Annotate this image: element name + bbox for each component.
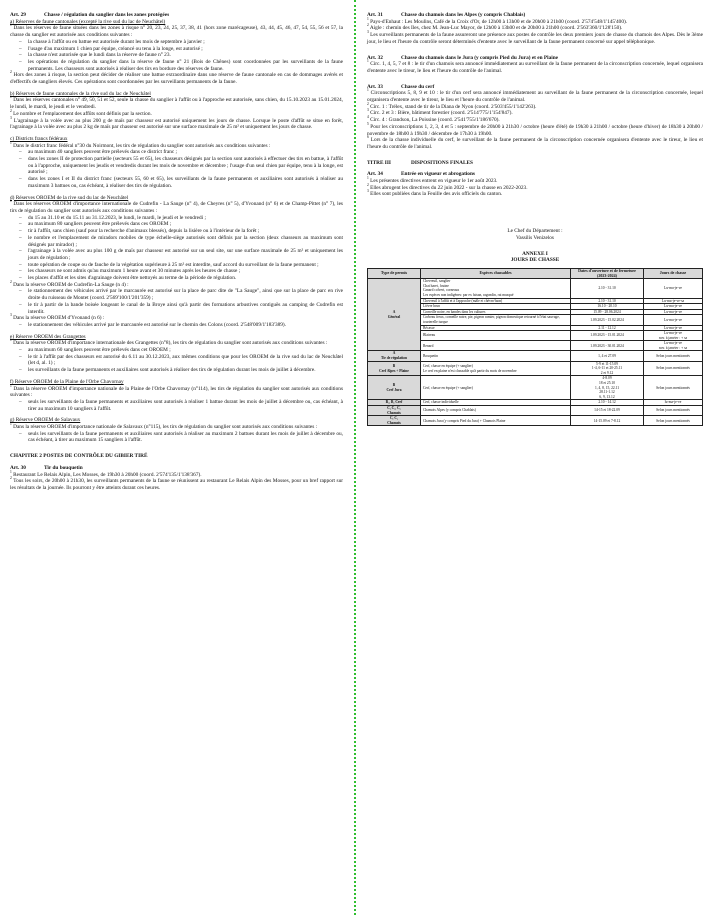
paragraph: $^5$ Pour les circonscriptions 1, 2, 3, 4 et 5 : septembre de 20h00 à 21h30 / octobre (heure d'été) de 19h30 à 21h00 / octobre (heure d'hiver) de 18h30 à 20h00 / novembre de 18h00 à 19h30 / décembre de 17h30 à 19h00. xyxy=(367,122,703,137)
cell-days: Selon jours mentionnés xyxy=(644,406,703,416)
paragraph: $^1$ Les présentes directives entrent en vigueur le 1er août 2023. xyxy=(367,176,498,185)
list-item: – le stationnement des véhicules arrivé par le marcaurée est autorisé sur la place de parc dite de "La Sauge", ainsi que sur la place de parc en rive droite du ruisseau de Montet (coord. 2'569'100/1'201'359) ; xyxy=(28,288,343,301)
cell-days: Selon jours mentionnés xyxy=(644,361,703,376)
cell-dates: 4-8.09 18 et 25.10 1, 4, 8, 15, 22.11 28.11-1.12 6, 9, 13.12 xyxy=(571,376,644,400)
cell-days: lu-ma-je-ve xyxy=(644,400,703,406)
list-item: – au maximum 60 sangliers peuvent être prélevés dans cet OROEM ; xyxy=(28,347,343,354)
paragraph: $^1$ Dans le district franc fédéral n°30 du Noirmont, les tirs de régulation du sanglier sont autorisés aux conditions suivantes : xyxy=(10,140,271,149)
hunting-days-table xyxy=(367,268,703,426)
paragraph: $^1$ Dans la réserve OROEM d'importance nationale de Salavaux (n°115), les tirs de régulation du sanglier sont autorisés aux conditions suivantes : xyxy=(10,422,318,431)
paragraph: $^1$ Dans la réserve OROEM d'importance internationale des Grangettes (n°8), les tirs de régulation du sanglier sont autorisés aux conditions suivantes : xyxy=(10,338,328,347)
paragraph: $^2$ Elles abrogent les directives du 22 juin 2022 - sur la chasse en 2022-2023. xyxy=(367,183,528,191)
paragraph: $^3$ Les surveillants permanents de la faune assureront une présence aux postes de contrôle les deux premiers jours de chasse du chamois des Alpes. Dès le 3ème jour, le lieu et l'heure du contrôle seront déterminés d'entente avec le surveillant de la faune permanent concerné sur appel téléphonique. xyxy=(367,30,703,45)
list-item: – seuls les surveillants de la faune permanents et auxiliaires sont autorisés à réaliser 1 battue durant les mois de juillet à décembre ou, cas échéant, à tirer au maximum 10 sangliers à l'affût. xyxy=(28,399,343,412)
cell-species: Blaireau xyxy=(421,331,571,341)
paragraph: $^2$ Circ. 1 : Trélex, stand de tir de la Diana de Nyon (coord. 2'503'455/1'142'263). xyxy=(367,101,537,110)
list xyxy=(10,399,343,412)
cell-dates: 1, 4 et 27.09 xyxy=(571,351,644,361)
cell-dates: 2.10 - 31.10 xyxy=(571,298,644,304)
cell-days: Lu-ma-je-ve xyxy=(644,309,703,315)
cell-days: Lu-ma-je-ve xyxy=(644,325,703,331)
paragraph: $^1$ Restaurant Le Relais Alpin, Les Mosses, de 19h30 à 20h00 (coord. 2'574'135/1'138'367). xyxy=(10,469,202,478)
cell-days: Lu-ma-je-ve-sa xyxy=(644,298,703,304)
table-row xyxy=(368,351,703,361)
cell-species: Cerf, chasse en équipe (+ sanglier) Le cerf en plaine n'est chassable qu'à partir du mois de novembre xyxy=(421,361,571,376)
cell-species: Chamois Jura (y compris Pied du Jura) + Chamois Plaine xyxy=(421,416,571,426)
cell-species: Bouquetin xyxy=(421,351,571,361)
paragraph: $^1$ Circonscriptions 5, 8, 9 et 10 : le tir d'un cerf sera annoncé immédiatement au surveillant de la faune permanent de la circonscription concernée, lequel organisera d'entente avec le tireur, le lieu et l'heure du contrôle de l'animal. xyxy=(367,88,703,104)
cell-days: Selon jours mentionnés xyxy=(644,351,703,361)
cell-dates: 1.09.2023 - 30.01.2024 xyxy=(571,341,644,351)
paragraph: $^1$ Dans la réserve OROEM d'importance nationale de la Plaine de l'Orbe Chavornay (n°114), les tirs de régulation du sanglier sont autorisés aux conditions suivantes : xyxy=(10,383,344,399)
section-d-heading: d) Réserves OROEM de la rive sud du lac de Neuchâtel xyxy=(10,194,129,201)
list xyxy=(10,215,343,282)
header-type: Type de permis xyxy=(368,268,421,278)
cell-days: Lu-ma-je-ve xyxy=(644,304,703,310)
cell-permit-type: B₁, B₂ Cerf xyxy=(368,400,421,406)
table-row xyxy=(368,406,703,416)
cell-dates: 2.11 - 12.12 xyxy=(571,325,644,331)
list-item: – les places d'affût et les sites d'agrainage doivent être nettoyés au terme de la période de régulation. xyxy=(28,275,343,282)
annex-title: ANNEXE I xyxy=(522,250,548,257)
cell-species: Lièvre brun xyxy=(421,304,571,310)
list-item: – au maximum 40 sangliers peuvent être prélevés dans ce district franc ; xyxy=(28,149,343,156)
paragraph: $^2$ Aigle : chemin des Iles, chez M. Jean-Luc Mayor, de 12h00 à 13h00 et de 20h00 à 21h00 (coord. 2'563'360/1'128'150). xyxy=(367,23,623,32)
cell-days: Lu-ma-je-ve xyxy=(644,279,703,298)
cell-dates: 5-9 et 11-15.09 1-4, 6-11 et 20-25.11 2 et 9.12 xyxy=(571,361,644,376)
list-item: – la chasse n'est autorisée que le lundi dans la réserve de faune n° 23. xyxy=(28,52,343,59)
header-species: Espèces chassables xyxy=(421,268,571,278)
list-item: – dans les zones I et II du district franc (secteurs 55, 60 et 65), les surveillants de la faune permanents et auxiliaires sont autorisés à réaliser au maximum 3 battues ou, cas échéant, à réaliser des tirs de régulation. xyxy=(28,176,343,189)
table-row xyxy=(368,279,703,298)
signature-role: Le Chef du Département : xyxy=(507,228,563,235)
article-33-heading: Art. 33 Chasse du cerf xyxy=(367,83,435,90)
paragraph: $^3$ Dans la réserve OROEM d'Yvonand (n 6) : xyxy=(10,313,105,322)
list xyxy=(10,39,343,73)
cell-permit-type: A Tir de régulation xyxy=(368,351,421,361)
list-item: – le nombre et l'emplacement de miradors mobiles de type échelle-siège autorisés sont définis par la section (deux chasseurs au maximum sont désignés par mirador) ; xyxy=(28,235,343,248)
paragraph: $^2$ Hors des zones à risque, la section peut décider de réaliser une battue extraordinaire dans une réserve de faune cantonale en cas de dommages avérés et d'effectifs de sangliers élevés. Ces opérations sont coordonnées par les surveillants permanents de la faune. xyxy=(10,70,343,86)
article-29-heading: Art. 29 Chasse / régulation du sanglier dans les zones protégées xyxy=(10,12,170,18)
list-item: – dans les zones II de protection partielle (secteurs 55 et 65), les chasseurs désignés par la section sont autorisés à effectuer des tirs en battue, à l'affût ou à l'approche, uniquement les jeudis et vendredis durant les mois de novembre et décembre ; l'usage d'un seul chien par équipe, tenu à la longe, est autorisé ; xyxy=(28,156,343,176)
list-item: – toute opération de coupe ou de fauche de la végétation supérieure à 25 m² est interdite, sauf accord du surveillant de la faune permanent ; xyxy=(28,262,343,269)
list-item: – la chasse à l'affût ou en battue est autorisée durant les mois de septembre à janvier ; xyxy=(28,39,343,46)
titre-3-heading: TITRE III DISPOSITIONS FINALES xyxy=(367,159,473,166)
left-column xyxy=(10,12,343,492)
right-column xyxy=(367,12,703,426)
list-item: – les surveillants de la faune permanents et auxiliaires sont autorisés à réaliser des tirs de régulation durant les mois de juillet à décembre. xyxy=(28,367,343,374)
list xyxy=(10,288,343,315)
list-item: – au maximum 80 sangliers peuvent être prélevés dans ces OROEM ; xyxy=(28,221,343,228)
table-header-row xyxy=(368,268,703,278)
list-item: – l'agrainage à la volée avec au plus 100 g de maïs par chasseur est autorisé sur un seul site, sur une surface maximale de 25 m² et uniquement les jours de régulation ; xyxy=(28,248,343,261)
article-30-heading: Art. 30 Tir du bouquetin xyxy=(10,464,83,471)
section-c-heading: c) Districts francs fédéraux xyxy=(10,135,68,142)
article-31-heading: Art. 31 Chasse du chamois dans les Alpes (y compris Chablais) xyxy=(367,12,526,18)
section-f-heading: f) Réserve OROEM de la Plaine de l'Orbe Chavornay xyxy=(10,378,124,385)
cell-species: Renard xyxy=(421,341,571,351)
list-item: – tir à l'affût, sans chien (sauf pour la recherche d'animaux blessés), depuis la lisière ou à l'intérieur de la forêt ; xyxy=(28,228,343,235)
section-a-heading: a) Réserves de faune cantonales (excepté la rive sud du lac de Neuchâtel) xyxy=(10,18,166,25)
cell-dates: 14-15 et 18-22.09 xyxy=(571,406,644,416)
paragraph: $^2$ Dans la réserve OROEM de Cudrefin-La Sauge (n 4) : xyxy=(10,279,129,288)
paragraph: $^3$ L'agrainage à la volée avec au plus 200 g de maïs par chasseur est autorisé uniquement les jours de chasse. Lorsque le poste d'affût se situe en forêt, l'agrainage à la volée avec au plus 2 kg de maïs par chasseur est autorisé sur une surface maximale de 25 m² et uniquement les jours de chasse. xyxy=(10,115,343,131)
annex-subtitle: JOURS DE CHASSE xyxy=(510,257,560,264)
list xyxy=(10,322,343,329)
cell-permit-type: B Cerf Jura xyxy=(368,376,421,400)
list xyxy=(10,149,343,189)
list-item: – l'usage d'au maximum 1 chien par équipe, créancé ou tenu à la longe, est autorisé ; xyxy=(28,46,343,53)
list-item: – le tir à partir de la bande boisée longeant le canal de la Broye ainsi qu'à partir des formations arbustives contiguës au camping de Cudrefin est interdit. xyxy=(28,302,343,315)
cell-species: Chevreuil, sanglier Chat haret, fouine Canard colvert, corneaux Les espèces non indigènes: par ex faisan, ragondin, rat musqué xyxy=(421,279,571,298)
paragraph: $^1$ Dans les réserves cantonales n° 49, 50, 51 et 52, seule la chasse du sanglier à l'affût ou à l'approche est autorisée, sans chien, du 15.10.2023 au 15.01.2024, le lundi, le mardi, le jeudi et le vendredi. xyxy=(10,95,343,111)
cell-species: Chamois Alpes (y compris Chablais) xyxy=(421,406,571,416)
cell-permit-type: C, C₂ Chamois xyxy=(368,416,421,426)
chapter-2-heading: CHAPITRE 2 POSTES DE CONTRÔLE DU GIBIER TIRÉ xyxy=(10,453,148,460)
header-dates: Dates d'ouverture et de fermeture (2023-2024) xyxy=(571,268,644,278)
table-body xyxy=(368,279,703,426)
header-days: Jours de chasse xyxy=(644,268,703,278)
article-32-heading: Art. 32 Chasse du chamois dans le Jura (y compris Pied du Jura) et en Plaine xyxy=(367,54,559,61)
cell-days: Selon jours mentionnés xyxy=(644,416,703,426)
paragraph: $^1$ Circ. 1, 4, 5, 7 et 8 : le tir d'un chamois sera annoncé immédiatement au surveillant de la faune permanent de la circonscription concernée, lequel organisera d'entente avec le tireur, le lieu et l'heure du contrôle de l'animal. xyxy=(367,59,704,74)
paragraph: $^3$ Circ. 2 et 3 : Bière, bâtiment forestier (coord. 2'514'775/1'154'847). xyxy=(367,108,513,117)
cell-species: Corneille noire, en bandes dans les cultures xyxy=(421,309,571,315)
cell-dates: 1.09.2023 - 15.01.2024 xyxy=(571,331,644,341)
cell-permit-type: C, C₁, C₂ Chamois xyxy=(368,406,421,416)
cell-permit-type: A Général xyxy=(368,279,421,351)
signature-name: Vassilis Venizelos xyxy=(515,234,554,241)
cell-days: Lu-ma-je-ve xyxy=(644,315,703,325)
cell-dates: 14-15.09 et 7-8.12 xyxy=(571,416,644,426)
section-g-heading: g) Réserve OROEM de Salavaux xyxy=(10,417,81,424)
cell-species: Cerf, chasse en équipe (+ sanglier) xyxy=(421,376,571,400)
column-divider xyxy=(354,0,356,915)
cell-dates: 15.09 - 28.06.2024 xyxy=(571,309,644,315)
cell-species: Cerf, chasse individuelle xyxy=(421,400,571,406)
paragraph: $^3$ Elles sont publiées dans la Feuille des avis officiels du canton. xyxy=(367,189,503,198)
section-e-heading: e) Réserve OROEM des Grangettes xyxy=(10,333,86,340)
section-b-heading: b) Réserves de faune cantonales de la rive sud du lac de Neuchâtel xyxy=(10,90,151,97)
list xyxy=(10,431,343,444)
cell-dates: 2.10 - 31.10 xyxy=(571,279,644,298)
cell-dates: 16.10 - 20.10 xyxy=(571,304,644,310)
cell-species: Chevreuil à l'affût et à l'approche (mâle et chèvre/faon) xyxy=(421,298,571,304)
list-item: – le tir à l'affût par des chasseurs est autorisé du 6.11 au 30.12.2023, aux mêmes conditions que pour les OROEM de la rive sud du lac de Neuchâtel (let d, al. 1) ; xyxy=(28,354,343,367)
cell-species: Bécasse xyxy=(421,325,571,331)
paragraph: $^1$ Dans les réserves de faune situées dans les zones à risque n° 20, 23, 24, 25, 37, 38, 41 (hors zone marécageuse), 43, 44, 45, 46, 47, 54, 55, 56 et 57, la chasse du sanglier est autorisée aux conditions suivantes : xyxy=(10,23,343,39)
cell-species: Corbeau freux, corneille noire, pie, pigeon ramier, pigeon domestique retourné à l'état sauvage, tourterelle turque xyxy=(421,315,571,325)
article-34-heading: Art. 34 Entrée en vigueur et abrogations xyxy=(367,171,475,178)
list-item: – les opérations de régulation du sanglier dans la réserve de faune n° 21 (Bois de Chênes) sont coordonnées par les surveillants de la faune permanents. Les chasseurs sont autorisés à réaliser des tirs en bordure des réserves de faune. xyxy=(28,59,343,72)
list-item: – du 15 au 31.10 et du 15.11 au 31.12.2023, le lundi, le mardi, le jeudi et le vendredi ; xyxy=(28,215,343,222)
cell-days: Lu-ma-je-ve nov. à janvier : + sa xyxy=(644,341,703,351)
list-item: – les chasseurs ne sont admis qu'au maximum 1 heure avant et 30 minutes après les heures de chasse ; xyxy=(28,268,343,275)
list-item: – le stationnement des véhicules arrivé par le marcaurée est autorisé sur le chemin des Colons (coord. 2'548'009/1'183'389). xyxy=(28,322,343,329)
list xyxy=(10,347,343,374)
cell-days: Selon jours mentionnés xyxy=(644,376,703,400)
paragraph: $^4$ Circ. 4 : Grandson, La Poissine (coord. 2'541'755/1'186'670). xyxy=(367,115,500,124)
paragraph: $^1$ Dans les réserves OROEM d'importance internationale de Cudrefin - La Sauge (n° 4), de Cheyres (n° 5), d'Yvonand (n° 6) et de Champ-Pittet (n° 7), les tirs de régulation du sanglier sont autorisés aux conditions suivantes : xyxy=(10,199,343,214)
cell-days: Lu-ma-je-ve nov. à janvier : + sa xyxy=(644,331,703,341)
cell-permit-type: B Cerf Alpes + Plaine xyxy=(368,361,421,376)
list-item: – seuls les surveillants de la faune permanents et auxiliaires sont autorisés à réaliser au maximum 2 battues durant les mois de juillet à décembre ou, cas échéant, à tirer au maximum 15 sangliers à l'affût. xyxy=(28,431,343,444)
paragraph: $^2$ Tous les soirs, de 20h00 à 21h30, les surveillants permanents de la faune se réunissent au restaurant Le Relais Alpin des Mosses, pour un bref rapport sur les résultats de la journée. Ils pourront y être atteints durant ces heures. xyxy=(10,476,343,491)
cell-dates: 2.10 - 14.12 xyxy=(571,400,644,406)
paragraph: $^2$ Le nombre et l'emplacement des affûts sont définis par la section. xyxy=(10,109,152,117)
cell-dates: 1.09.2023 - 15.02.2024 xyxy=(571,315,644,325)
paragraph: $^1$ Pays-d'Enhaut : Les Moulins, Café de la Croix d'Or, de 12h00 à 13h00 et de 20h00 à 21h00 (coord. 2'574'548/1'145'400). xyxy=(367,16,628,25)
table-row xyxy=(368,361,703,376)
table-row xyxy=(368,416,703,426)
paragraph: $^6$ Lors de la chasse individuelle du cerf, le surveillant de la faune permanent de la circonscription concernée organisera d'entente avec le tireur, le lieu et l'heure du contrôle de l'animal. xyxy=(367,135,703,150)
table-row xyxy=(368,376,703,400)
